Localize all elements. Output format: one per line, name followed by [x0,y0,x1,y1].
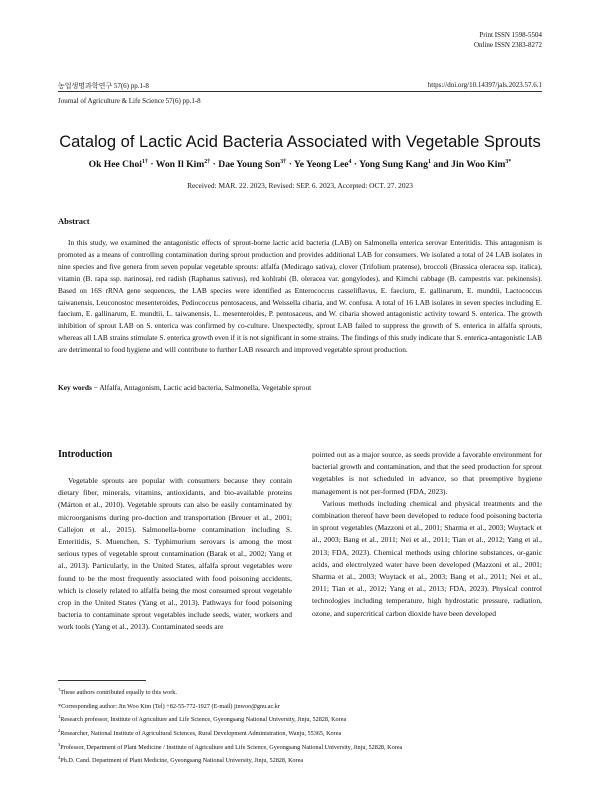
abstract-heading: Abstract [58,216,90,226]
keywords-label: Key words [58,383,92,392]
author-affiliation: 3* [505,159,512,165]
author-affiliation: 2† [204,159,211,165]
intro-left-column: Vegetable sprouts are popular with consumers because they contain dietary fiber, minerals, vitamins, antioxidants, and bio-available proteins (Márton et al., 2010). Vegetable sprouts can also be easily contaminated by microorganisms during pro-duction and transportation (Breuer et al., 2001; Callejon et al., 2015). Salmonella-borne contamination including S. Enteritidis, S. Muenchen, S. Typhimurium serovars is among the most serious types of vegetable sprout contamination (Barak et al., 2002; Yang et al., 2013). Particularly, in the United States, alfalfa sprout vegetables were found to be the most frequently associated with food poisoning accidents, which is closely related to alfalfa being the most consumed sprout vegetable crop in the United States (Yang et al., 2013). Pathways for food poisoning bacteria to contaminate sprout vegetables include seeds, water, workers and work tools (Yang et al., 2013). Contaminated seeds are [58,476,292,632]
footnotes [58,685,542,767]
author-affiliation: 1† [141,159,148,165]
print-issn: Print ISSN 1598-5504 [479,31,542,39]
intro-right-column [312,449,542,620]
author-name: Jin Woo Kim [451,159,506,171]
author-name: Dae Young Son [218,159,281,171]
doi-link[interactable]: https://doi.org/10.14397/jals.2023.57.6.1 [427,81,542,89]
footnote: $^4$Ph.D. Cand. Department of Plant Medicine, Gyeongsang National University, Jinju, 52828, Korea [58,755,304,765]
author-name: Ye Yeong Lee [293,159,349,171]
footnote: $^2$Researcher, National Institute of Agricultural Sciences, Rural Development Administration, Wanju, 55365, Korea [58,727,342,738]
journal-korean: 농업생명과학연구 57(6) pp.1-8 [58,82,149,90]
online-issn: Online ISSN 2383-8272 [473,41,542,49]
author-name: Yong Sung Kang [359,159,428,171]
footnote: *Corresponding author: Jin Woo Kim (Tel) +82-55-772-1927 (E-mail) jinwoo@gnu.ac.kr [58,702,280,710]
keywords-list: Alfalfa, Antagonism, Lactic acid bacteria, Salmonella, Vegetable sprout [99,383,312,392]
footnote: $^1$Research professor, Institute of Agriculture and Life Science, Gyeongsang National University, Jinju, 52828, Korea [58,714,347,724]
intro-right-paragraph-1: pointed out as a major source, as seeds provide a favorable environment for bacterial growth and contamination, and that the seed production for sprout vegetables is not scheduled in advance, so that preemptive hygiene management is not per-formed (FDA, 2023). [312,450,542,496]
author-name: Won Il Kim [155,159,205,171]
journal-english: Journal of Agriculture & Life Science 57(6) pp.1-8 [58,97,201,105]
header-divider [58,91,542,92]
introduction-heading: Introduction [58,449,113,460]
author-affiliation: 4 [348,159,352,165]
paper-title: Catalog of Lactic Acid Bacteria Associated with Vegetable Sprouts [59,133,541,151]
author-name: Ok Hee Choi [88,159,142,171]
intro-right-paragraph-2: Various methods including chemical and physical treatments and the combination thereof have been developed to reduce food poisoning bacteria in sprout vegetables (Mazzoni et al., 2001; Sharma et al., 2003; Wuytack et al., 2003; Bang et al., 2011; Nei et al., 2011; Tian et al., 2012; Yang et al., 2013; FDA, 2023). Chemical methods using chlorine substances, or-ganic acids, and electrolyzed water have been developed (Mazzoni et al., 2001; Sharma et al., 2003; Wuytack et al., 2003; Bang et al., 2011; Nei et al., 2011; Tian et al., 2012; Yang et al., 2013; FDA, 2023). Physical control technologies including temperature, high hydrostatic pressure, radiation, ozone, and supercritical carbon dioxide have been developed [312,498,542,618]
footnote-divider [58,680,146,681]
footnote: †These authors contributed equally to this work. [58,687,177,697]
received-dates: Received: MAR. 22. 2023, Revised: SEP. 6. 2023, Accepted: OCT. 27. 2023 [187,181,413,190]
author-list: Ok Hee Choi$^{1\dagger}$ · Won Il Kim$^{2\dagger}$ · Dae Young Son$^{3\dagger}$ · Ye Yeong Lee$^4$ · Yong Sung Kang$^1$ and Jin Woo Kim$^{3*}$ [88,159,512,171]
abstract-body: In this study, we examined the antagonistic effects of sprout-borne lactic acid bacteria (LAB) on Salmonella enterica serovar Enteritidis. This antagonism is promoted as a means of controlling contamination during sprout production and provides additional LAB for consumers. We isolated a total of 24 LAB isolates in nine species and five genera from seven popular vegetable sprouts: alfalfa (Medicago sativa), clover (Trifolium pratense), broccoli (Brassica oleracea ssp. italica), vitamin (B. rapa ssp. narinosa), red radish (Raphanus sativus), red kohlrabi (B. oleracea var. gongylodes), and Kimchi cabbage (B. campestris var. pekinensis). Based on 16S rRNA gene sequences, the LAB species were identified as Enterococcus casseliflavus, E. faecium, E. gallinarum, E. mundtii, Lactococcus taiwanensis, Leuconostoc mesenteroides, Pediococcus pentosaceus, and Weissella cibaria, and W. confusa. A total of 16 LAB isolates in seven species including E. faecium, E. gallinarum, E. mundtii, L. taiwanensis, L. mesenteroides, P. pentosaceus, and W. cibaria showed antagonistic activity toward S. enterica. The growth inhibition of sprout LAB on S. enterica was confirmed by co-culture. Unexpectedly, sprout LAB failed to suppress the growth of S. enterica in alfalfa sprouts, whereas all LAB strains stimulate S. enterica growth even if it is not significant in some strains. The findings of this study indicate that S. enterica-antagonistic LAB are detrimental to food hygiene and will contribute to further LAB research and improved vegetable sprout production. [58,238,542,355]
issn-block [474,30,542,50]
footnote: $^3$Professor, Department of Plant Medicine / Institute of Agriculture and Life Science, Gyeongsang National University, Jinju, 52828, Korea [58,741,403,751]
keywords-line: Key words − Alfalfa, Antagonism, Lactic acid bacteria, Salmonella, Vegetable sprout [58,383,312,392]
author-affiliation: 3† [280,159,287,165]
author-affiliation: 1 [427,159,431,165]
